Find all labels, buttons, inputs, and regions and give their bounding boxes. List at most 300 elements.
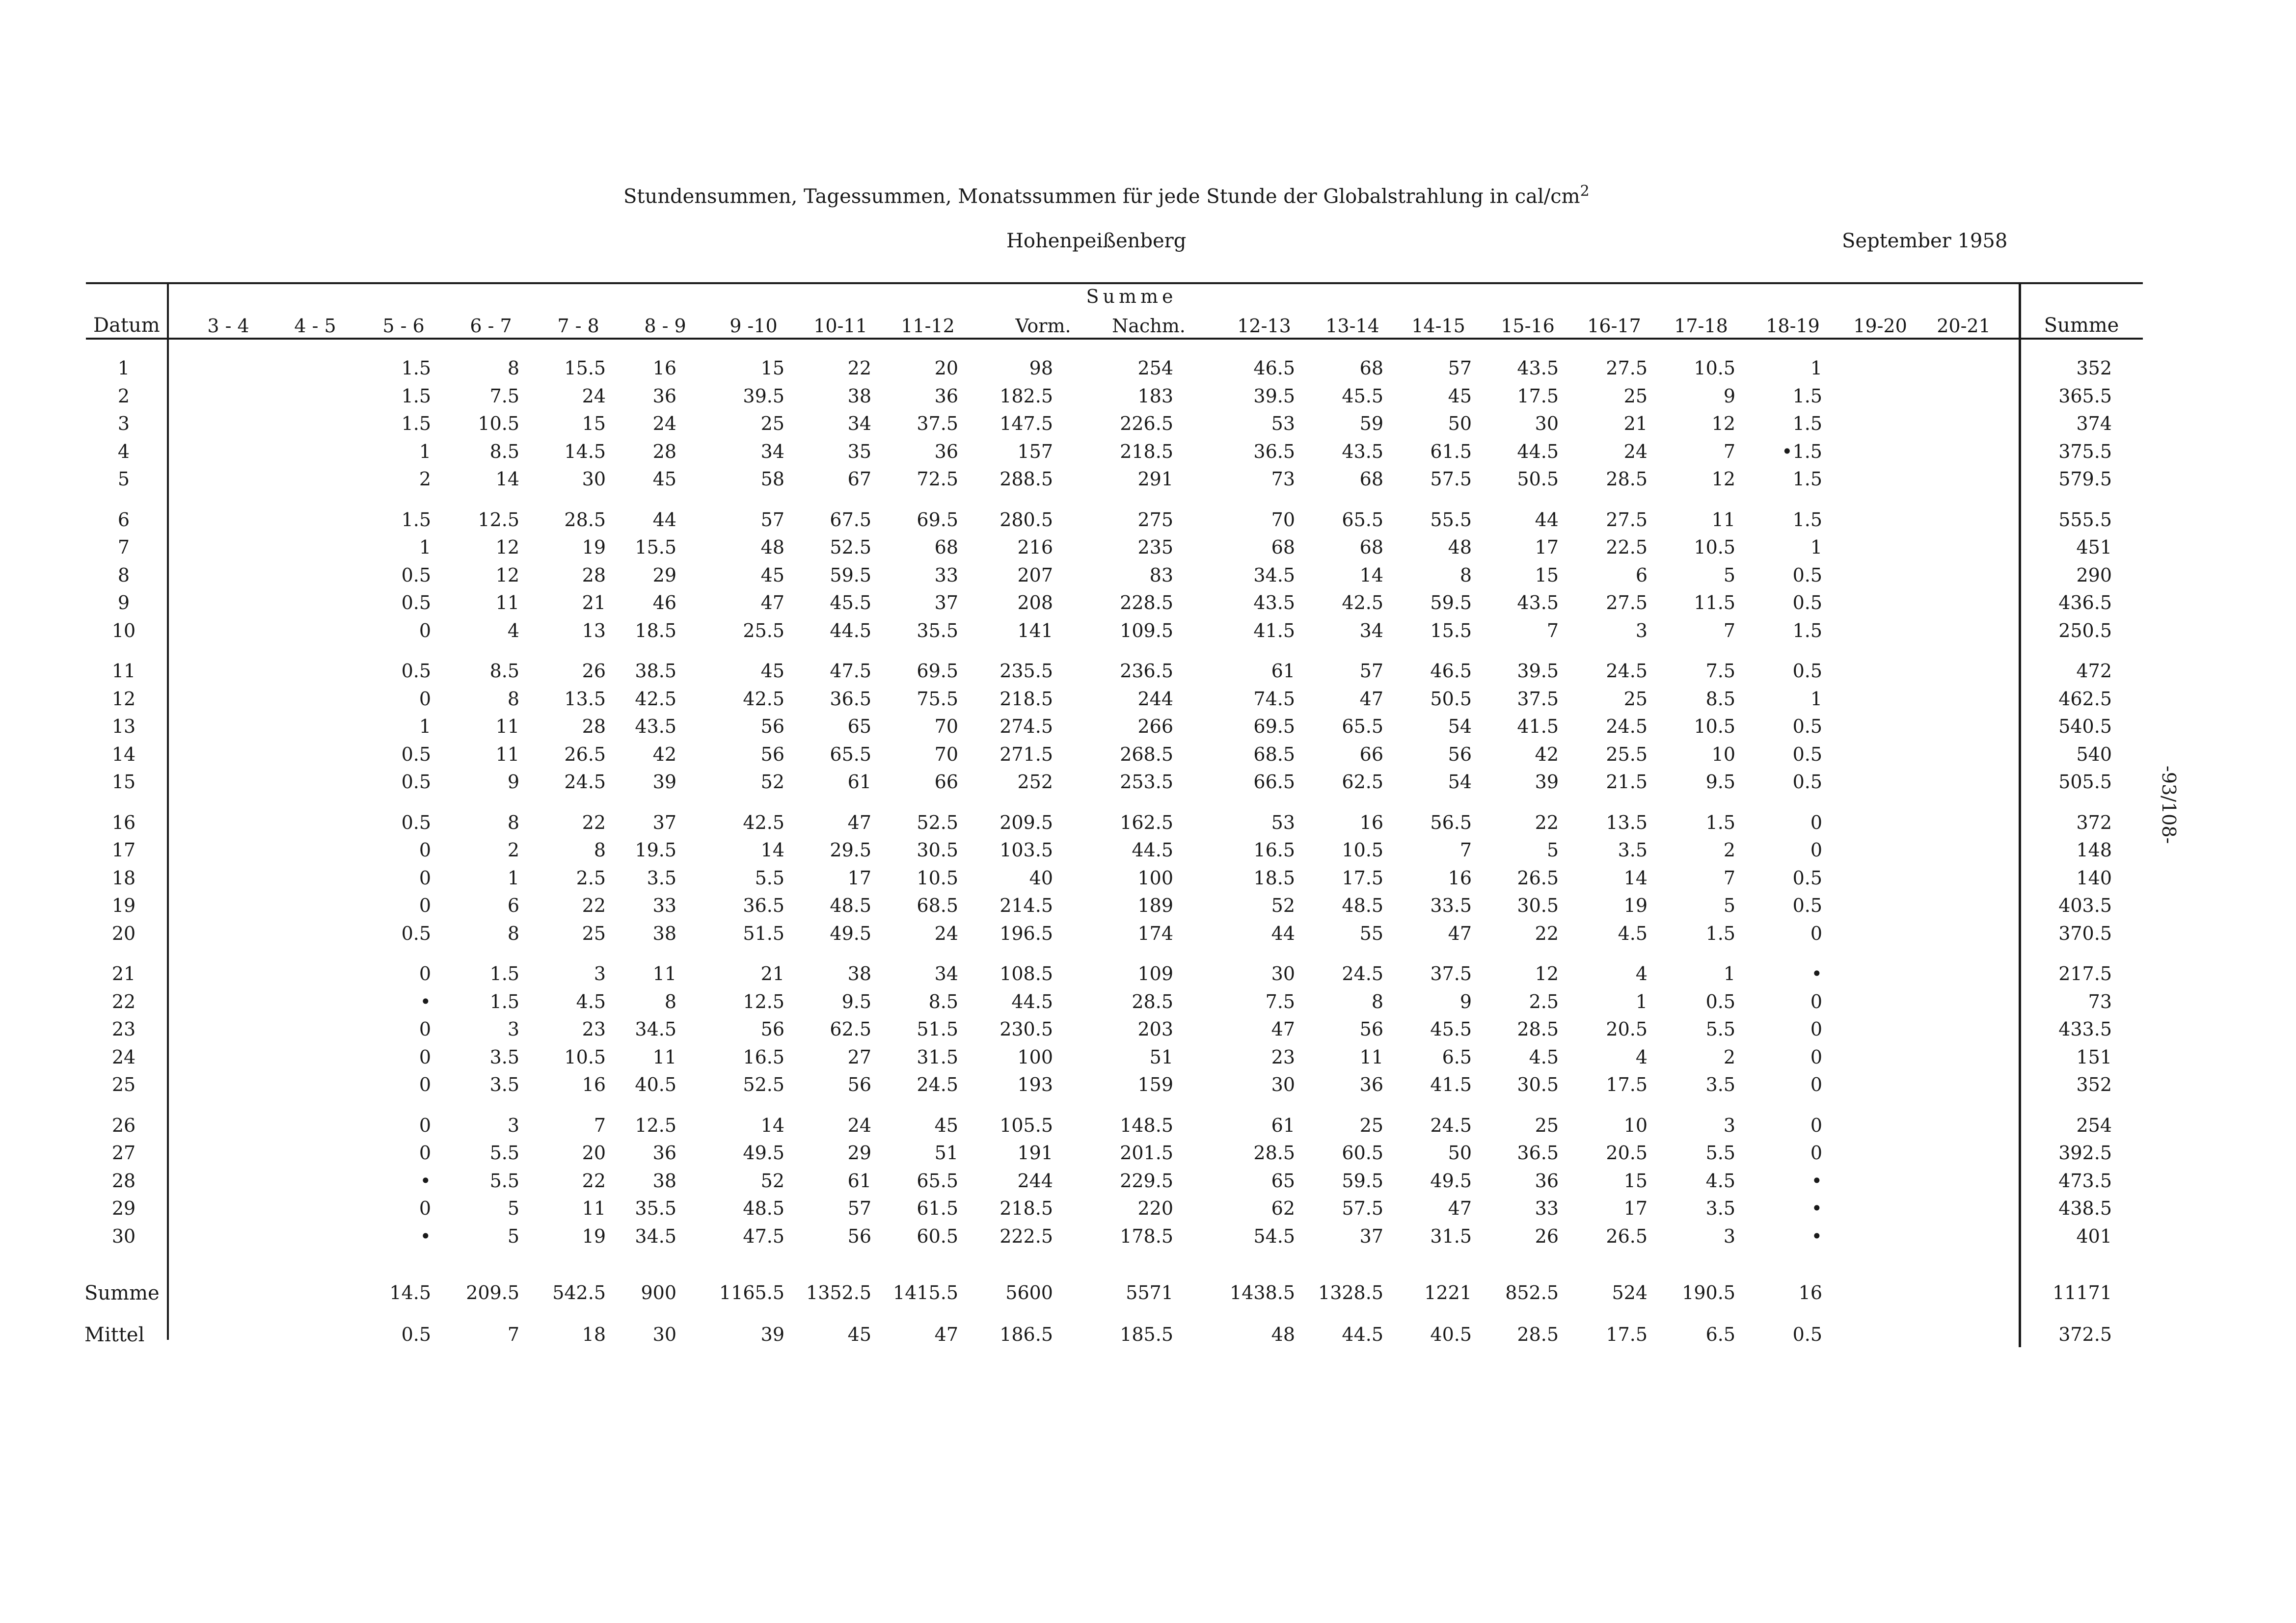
table-cell: 0 — [419, 963, 431, 984]
row-total: 579.5 — [2058, 468, 2112, 490]
table-cell: 207 — [1017, 564, 1053, 586]
table-cell: 0 — [419, 619, 431, 641]
table-cell: 24 — [582, 385, 606, 407]
row-date: 1 — [117, 357, 130, 379]
table-cell: 74.5 — [1253, 688, 1295, 710]
table-cell: 21 — [582, 592, 606, 613]
table-cell: 24.5 — [1606, 660, 1648, 682]
table-cell: 7 — [1546, 619, 1559, 641]
table-cell: 68 — [1359, 536, 1383, 558]
column-header: 7 - 8 — [557, 315, 599, 337]
table-cell: 49.5 — [743, 1142, 784, 1164]
table-cell: 10.5 — [564, 1046, 606, 1068]
table-cell: 66 — [1359, 743, 1383, 765]
table-cell: 62.5 — [830, 1018, 871, 1040]
table-cell: 11 — [1359, 1046, 1383, 1068]
table-cell: 40 — [1029, 867, 1053, 889]
table-cell: 10 — [1623, 1114, 1648, 1136]
row-total: 374 — [2076, 413, 2112, 434]
table-cell: 12 — [1535, 963, 1559, 984]
table-cell: 0 — [419, 688, 431, 710]
table-cell: 4 — [1635, 963, 1648, 984]
table-cell: 11 — [652, 963, 676, 984]
table-cell: 45 — [652, 468, 676, 490]
table-cell: 0 — [1810, 1142, 1822, 1164]
table-cell: 1.5 — [1792, 619, 1822, 641]
table-cell: 30 — [1271, 963, 1295, 984]
table-cell: 0 — [419, 1114, 431, 1136]
table-cell: 22 — [582, 811, 606, 833]
table-cell: 2 — [1723, 1046, 1735, 1068]
summary-cell: 47 — [934, 1324, 958, 1345]
table-cell: 218.5 — [999, 1197, 1053, 1219]
table-cell: 42.5 — [743, 688, 784, 710]
summary-cell: 1221 — [1424, 1282, 1472, 1304]
table-cell: 28.5 — [1132, 990, 1173, 1012]
table-cell: 34 — [1359, 619, 1383, 641]
table-cell: 0.5 — [1792, 867, 1822, 889]
table-cell: 44 — [1535, 508, 1559, 531]
table-cell: 46.5 — [1253, 357, 1295, 379]
table-cell: 57 — [760, 508, 784, 531]
table-cell: 4.5 — [1705, 1170, 1735, 1192]
row-date: 9 — [117, 592, 130, 613]
table-cell: 62.5 — [1342, 771, 1383, 793]
table-cell: 44.5 — [1011, 990, 1053, 1012]
table-cell: 22.5 — [1606, 536, 1648, 558]
table-cell: 7.5 — [1705, 660, 1735, 682]
table-cell: 12 — [495, 536, 519, 558]
table-cell: 68 — [1359, 468, 1383, 490]
table-cell: 34.5 — [635, 1225, 676, 1247]
table-cell: 27 — [847, 1046, 871, 1068]
table-cell: 59 — [1359, 413, 1383, 434]
table-cell: 26.5 — [1517, 867, 1559, 889]
table-cell: 62 — [1271, 1197, 1295, 1219]
table-cell: 43.5 — [635, 716, 676, 737]
table-cell: 33 — [934, 564, 958, 586]
table-cell: 2 — [507, 839, 519, 861]
table-cell: 1.5 — [489, 990, 519, 1012]
row-total: 540.5 — [2058, 716, 2112, 737]
row-date: 23 — [111, 1018, 136, 1040]
table-cell: 1.5 — [401, 385, 431, 407]
table-cell: 14 — [1359, 564, 1383, 586]
table-cell: 83 — [1149, 564, 1173, 586]
table-cell: 28.5 — [1253, 1142, 1295, 1164]
table-cell: 30.5 — [917, 839, 958, 861]
table-cell: 51.5 — [743, 922, 784, 944]
table-cell: 44.5 — [1132, 839, 1173, 861]
row-total: 140 — [2076, 867, 2112, 889]
summary-cell: 1165.5 — [719, 1282, 784, 1304]
row-total: 352 — [2076, 357, 2112, 379]
table-cell: 25 — [1535, 1114, 1559, 1136]
table-cell: 57 — [1359, 660, 1383, 682]
table-cell: • — [1811, 1197, 1822, 1219]
table-cell: 7 — [1723, 619, 1735, 641]
row-total: 473.5 — [2058, 1170, 2112, 1192]
table-cell: 40.5 — [635, 1074, 676, 1095]
table-cell: 48 — [760, 536, 784, 558]
table-cell: 37 — [1359, 1225, 1383, 1247]
row-date: 11 — [111, 660, 136, 682]
table-cell: 12 — [1711, 413, 1735, 434]
table-cell: 36.5 — [830, 688, 871, 710]
table-cell: 3.5 — [1618, 839, 1648, 861]
table-cell: 56 — [1448, 743, 1472, 765]
table-cell: 25.5 — [743, 619, 784, 641]
table-cell: 57 — [847, 1197, 871, 1219]
summary-cell: 6.5 — [1705, 1324, 1735, 1345]
table-cell: 108.5 — [999, 963, 1053, 984]
summary-cell: 524 — [1612, 1282, 1648, 1304]
row-total: 250.5 — [2058, 619, 2112, 641]
table-cell: 7 — [1723, 440, 1735, 462]
table-cell: 50.5 — [1430, 688, 1472, 710]
table-cell: 43.5 — [1342, 440, 1383, 462]
table-cell: 9.5 — [1705, 771, 1735, 793]
table-cell: 59.5 — [1342, 1170, 1383, 1192]
row-date: 13 — [111, 716, 136, 737]
table-cell: 8.5 — [928, 990, 958, 1012]
table-cell: 0 — [1810, 1046, 1822, 1068]
table-cell: 11 — [652, 1046, 676, 1068]
table-cell: 53 — [1271, 413, 1295, 434]
table-cell: 41.5 — [1430, 1074, 1472, 1095]
table-cell: 208 — [1017, 592, 1053, 613]
row-total: 148 — [2076, 839, 2112, 861]
table-cell: 15.5 — [1430, 619, 1472, 641]
column-header: 17-18 — [1674, 315, 1728, 337]
table-cell: 25 — [760, 413, 784, 434]
table-cell: 35.5 — [635, 1197, 676, 1219]
table-cell: 9 — [507, 771, 519, 793]
table-cell: 37.5 — [917, 413, 958, 434]
table-cell: 5 — [1723, 564, 1735, 586]
table-cell: 61 — [847, 1170, 871, 1192]
table-cell: 0 — [419, 1046, 431, 1068]
table-cell: 0.5 — [1792, 743, 1822, 765]
table-cell: 68 — [934, 536, 958, 558]
table-cell: 235 — [1137, 536, 1173, 558]
table-cell: •1.5 — [1782, 440, 1822, 462]
row-date: 28 — [111, 1170, 136, 1192]
table-cell: 17 — [1535, 536, 1559, 558]
table-cell: 37.5 — [1517, 688, 1559, 710]
table-cell: 36 — [652, 1142, 676, 1164]
table-cell: 244 — [1137, 688, 1173, 710]
table-cell: 46 — [652, 592, 676, 613]
table-cell: 10 — [1711, 743, 1735, 765]
table-cell: 27.5 — [1606, 357, 1648, 379]
table-cell: 9.5 — [841, 990, 871, 1012]
row-total: 403.5 — [2058, 895, 2112, 916]
summary-cell: 7 — [507, 1324, 519, 1345]
row-total: 217.5 — [2058, 963, 2112, 984]
table-cell: 24 — [934, 922, 958, 944]
table-cell: 20.5 — [1606, 1018, 1648, 1040]
summary-cell: 45 — [847, 1324, 871, 1345]
table-cell: 162.5 — [1120, 811, 1173, 833]
summary-label: Summe — [84, 1282, 160, 1304]
table-cell: 1.5 — [1792, 508, 1822, 531]
table-cell: 67 — [847, 468, 871, 490]
table-cell: 214.5 — [999, 895, 1053, 916]
table-cell: 37 — [652, 811, 676, 833]
row-total: 472 — [2076, 660, 2112, 682]
table-cell: 0 — [419, 1074, 431, 1095]
group-header-summe: Summe — [1086, 286, 1177, 307]
table-cell: 100 — [1137, 867, 1173, 889]
table-cell: 10.5 — [1694, 357, 1735, 379]
table-cell: 45.5 — [830, 592, 871, 613]
table-cell: 1 — [1810, 357, 1822, 379]
table-cell: 16 — [652, 357, 676, 379]
table-cell: 15.5 — [635, 536, 676, 558]
table-cell: 52 — [1271, 895, 1295, 916]
table-cell: 51 — [1149, 1046, 1173, 1068]
summary-cell: 14.5 — [389, 1282, 431, 1304]
table-cell: 66 — [934, 771, 958, 793]
table-cell: 6.5 — [1442, 1046, 1472, 1068]
table-cell: 57 — [1448, 357, 1472, 379]
table-cell: 8 — [507, 357, 519, 379]
table-cell: 27.5 — [1606, 592, 1648, 613]
table-cell: 45 — [1448, 385, 1472, 407]
row-date: 15 — [111, 771, 136, 793]
table-cell: 68 — [1359, 357, 1383, 379]
table-cell: 178.5 — [1120, 1225, 1173, 1247]
table-cell: 0 — [419, 1197, 431, 1219]
table-cell: 1.5 — [1705, 922, 1735, 944]
table-cell: 61 — [847, 771, 871, 793]
table-cell: 25.5 — [1606, 743, 1648, 765]
row-total: 73 — [2088, 990, 2112, 1012]
table-cell: 291 — [1137, 468, 1173, 490]
row-date: 4 — [117, 440, 130, 462]
table-cell: 14 — [495, 468, 519, 490]
table-cell: 157 — [1017, 440, 1053, 462]
table-cell: 1 — [1810, 688, 1822, 710]
row-date: 17 — [111, 839, 136, 861]
table-cell: 1 — [419, 440, 431, 462]
table-cell: 9 — [1459, 990, 1472, 1012]
table-cell: 30.5 — [1517, 895, 1559, 916]
table-cell: 0.5 — [401, 564, 431, 586]
table-cell: 0.5 — [1792, 660, 1822, 682]
row-date: 19 — [111, 895, 136, 916]
table-cell: 252 — [1017, 771, 1053, 793]
summary-cell: 190.5 — [1682, 1282, 1735, 1304]
header-total: Summe — [2044, 314, 2119, 337]
column-header: 8 - 9 — [644, 315, 686, 337]
table-cell: 42 — [652, 743, 676, 765]
table-cell: 43.5 — [1517, 592, 1559, 613]
table-cell: • — [420, 1170, 431, 1192]
row-date: 21 — [111, 963, 136, 984]
table-cell: 0 — [419, 1142, 431, 1164]
table-cell: 7 — [594, 1114, 606, 1136]
table-cell: 254 — [1137, 357, 1173, 379]
summary-cell: 1438.5 — [1230, 1282, 1295, 1304]
table-cell: 3 — [1723, 1225, 1735, 1247]
table-cell: 4 — [507, 619, 519, 641]
column-header: 5 - 6 — [382, 315, 425, 337]
table-cell: 0 — [1810, 990, 1822, 1012]
column-header: 11-12 — [901, 315, 955, 337]
table-cell: 3.5 — [1705, 1074, 1735, 1095]
table-cell: 229.5 — [1120, 1170, 1173, 1192]
table-cell: 47 — [1359, 688, 1383, 710]
summary-cell: 5600 — [1005, 1282, 1053, 1304]
table-cell: 29.5 — [830, 839, 871, 861]
table-cell: 105.5 — [999, 1114, 1053, 1136]
table-cell: 25 — [1623, 385, 1648, 407]
table-cell: 57.5 — [1430, 468, 1472, 490]
table-cell: 230.5 — [999, 1018, 1053, 1040]
table-cell: 98 — [1029, 357, 1053, 379]
table-cell: 12 — [1711, 468, 1735, 490]
summary-cell: 16 — [1798, 1282, 1822, 1304]
table-cell: 25 — [1359, 1114, 1383, 1136]
table-cell: 22 — [1535, 811, 1559, 833]
column-header: 19-20 — [1853, 315, 1907, 337]
table-cell: 30 — [1535, 413, 1559, 434]
column-header: 15-16 — [1501, 315, 1555, 337]
table-cell: 52 — [760, 1170, 784, 1192]
page-title: Stundensummen, Tagessummen, Monatssummen für jede Stunde der Globalstrahlung in cal/$cm^2$ — [623, 183, 1590, 208]
table-cell: 60.5 — [1342, 1142, 1383, 1164]
table-cell: 34.5 — [635, 1018, 676, 1040]
row-date: 27 — [111, 1142, 136, 1164]
table-cell: 8.5 — [489, 440, 519, 462]
table-cell: 12.5 — [478, 508, 519, 531]
table-cell: 36 — [934, 440, 958, 462]
table-cell: 15 — [1623, 1170, 1648, 1192]
table-cell: 15 — [760, 357, 784, 379]
table-cell: 25 — [582, 922, 606, 944]
table-cell: 24 — [1623, 440, 1648, 462]
row-total: 151 — [2076, 1046, 2112, 1068]
table-cell: 33 — [652, 895, 676, 916]
table-cell: 56 — [847, 1225, 871, 1247]
table-cell: 203 — [1137, 1018, 1173, 1040]
table-cell: 18.5 — [1253, 867, 1295, 889]
table-cell: 280.5 — [999, 508, 1053, 531]
table-cell: 11 — [582, 1197, 606, 1219]
table-cell: 182.5 — [999, 385, 1053, 407]
table-cell: 8 — [1371, 990, 1383, 1012]
table-cell: 12 — [495, 564, 519, 586]
table-cell: 183 — [1137, 385, 1173, 407]
table-cell: 61 — [1271, 1114, 1295, 1136]
table-cell: 36 — [652, 385, 676, 407]
summary-cell: 852.5 — [1505, 1282, 1559, 1304]
station-name: Hohenpeißenberg — [1006, 230, 1187, 252]
table-cell: 0.5 — [401, 771, 431, 793]
table-cell: 51 — [934, 1142, 958, 1164]
table-cell: 5.5 — [489, 1142, 519, 1164]
column-header: 18-19 — [1766, 315, 1820, 337]
table-cell: 19 — [582, 536, 606, 558]
table-cell: 0.5 — [1792, 716, 1822, 737]
table-cell: 55 — [1359, 922, 1383, 944]
table-cell: 8 — [507, 922, 519, 944]
table-cell: 45 — [934, 1114, 958, 1136]
table-cell: 0.5 — [401, 660, 431, 682]
header-datum: Datum — [93, 314, 160, 337]
table-cell: 191 — [1017, 1142, 1053, 1164]
table-cell: 70 — [934, 743, 958, 765]
row-total: 352 — [2076, 1074, 2112, 1095]
table-cell: 14.5 — [564, 440, 606, 462]
table-cell: 11 — [495, 743, 519, 765]
table-cell: 54.5 — [1253, 1225, 1295, 1247]
table-cell: 38 — [652, 1170, 676, 1192]
table-cell: 1.5 — [1792, 468, 1822, 490]
table-cell: 75.5 — [917, 688, 958, 710]
table-cell: 4.5 — [1618, 922, 1648, 944]
table-cell: 19 — [582, 1225, 606, 1247]
table-cell: 0.5 — [1792, 895, 1822, 916]
table-cell: 15 — [582, 413, 606, 434]
row-total: 392.5 — [2058, 1142, 2112, 1164]
table-cell: 3 — [507, 1018, 519, 1040]
table-cell: 2.5 — [576, 867, 606, 889]
table-cell: 222.5 — [999, 1225, 1053, 1247]
table-header-rule — [86, 338, 2143, 340]
row-total: 365.5 — [2058, 385, 2112, 407]
table-cell: 22 — [582, 1170, 606, 1192]
table-cell: 23 — [1271, 1046, 1295, 1068]
row-total: 375.5 — [2058, 440, 2112, 462]
column-header: 12-13 — [1237, 315, 1291, 337]
table-cell: 24.5 — [917, 1074, 958, 1095]
table-cell: 47 — [847, 811, 871, 833]
table-cell: 44 — [1271, 922, 1295, 944]
row-date: 7 — [117, 536, 130, 558]
table-cell: 5 — [1546, 839, 1559, 861]
table-cell: 18.5 — [635, 619, 676, 641]
table-cell: 37 — [934, 592, 958, 613]
table-cell: 48.5 — [830, 895, 871, 916]
month-label: September 1958 — [1842, 230, 2008, 252]
table-cell: 27.5 — [1606, 508, 1648, 531]
table-cell: 56.5 — [1430, 811, 1472, 833]
summary-cell: 30 — [652, 1324, 676, 1345]
table-cell: 68.5 — [1253, 743, 1295, 765]
row-date: 10 — [111, 619, 136, 641]
row-date: 2 — [117, 385, 130, 407]
table-cell: 54 — [1448, 771, 1472, 793]
table-cell: 28 — [582, 716, 606, 737]
table-cell: 36.5 — [743, 895, 784, 916]
table-cell: 26.5 — [564, 743, 606, 765]
table-cell: 0 — [419, 839, 431, 861]
table-cell: 0 — [1810, 1114, 1822, 1136]
table-cell: 14 — [760, 1114, 784, 1136]
table-cell: 1.5 — [401, 357, 431, 379]
table-cell: 28.5 — [1606, 468, 1648, 490]
table-cell: 11 — [495, 592, 519, 613]
table-cell: 31.5 — [1430, 1225, 1472, 1247]
table-cell: 30 — [582, 468, 606, 490]
table-cell: 50 — [1448, 1142, 1472, 1164]
table-cell: 193 — [1017, 1074, 1053, 1095]
column-header: 20-21 — [1937, 315, 1991, 337]
summary-cell: 900 — [641, 1282, 676, 1304]
